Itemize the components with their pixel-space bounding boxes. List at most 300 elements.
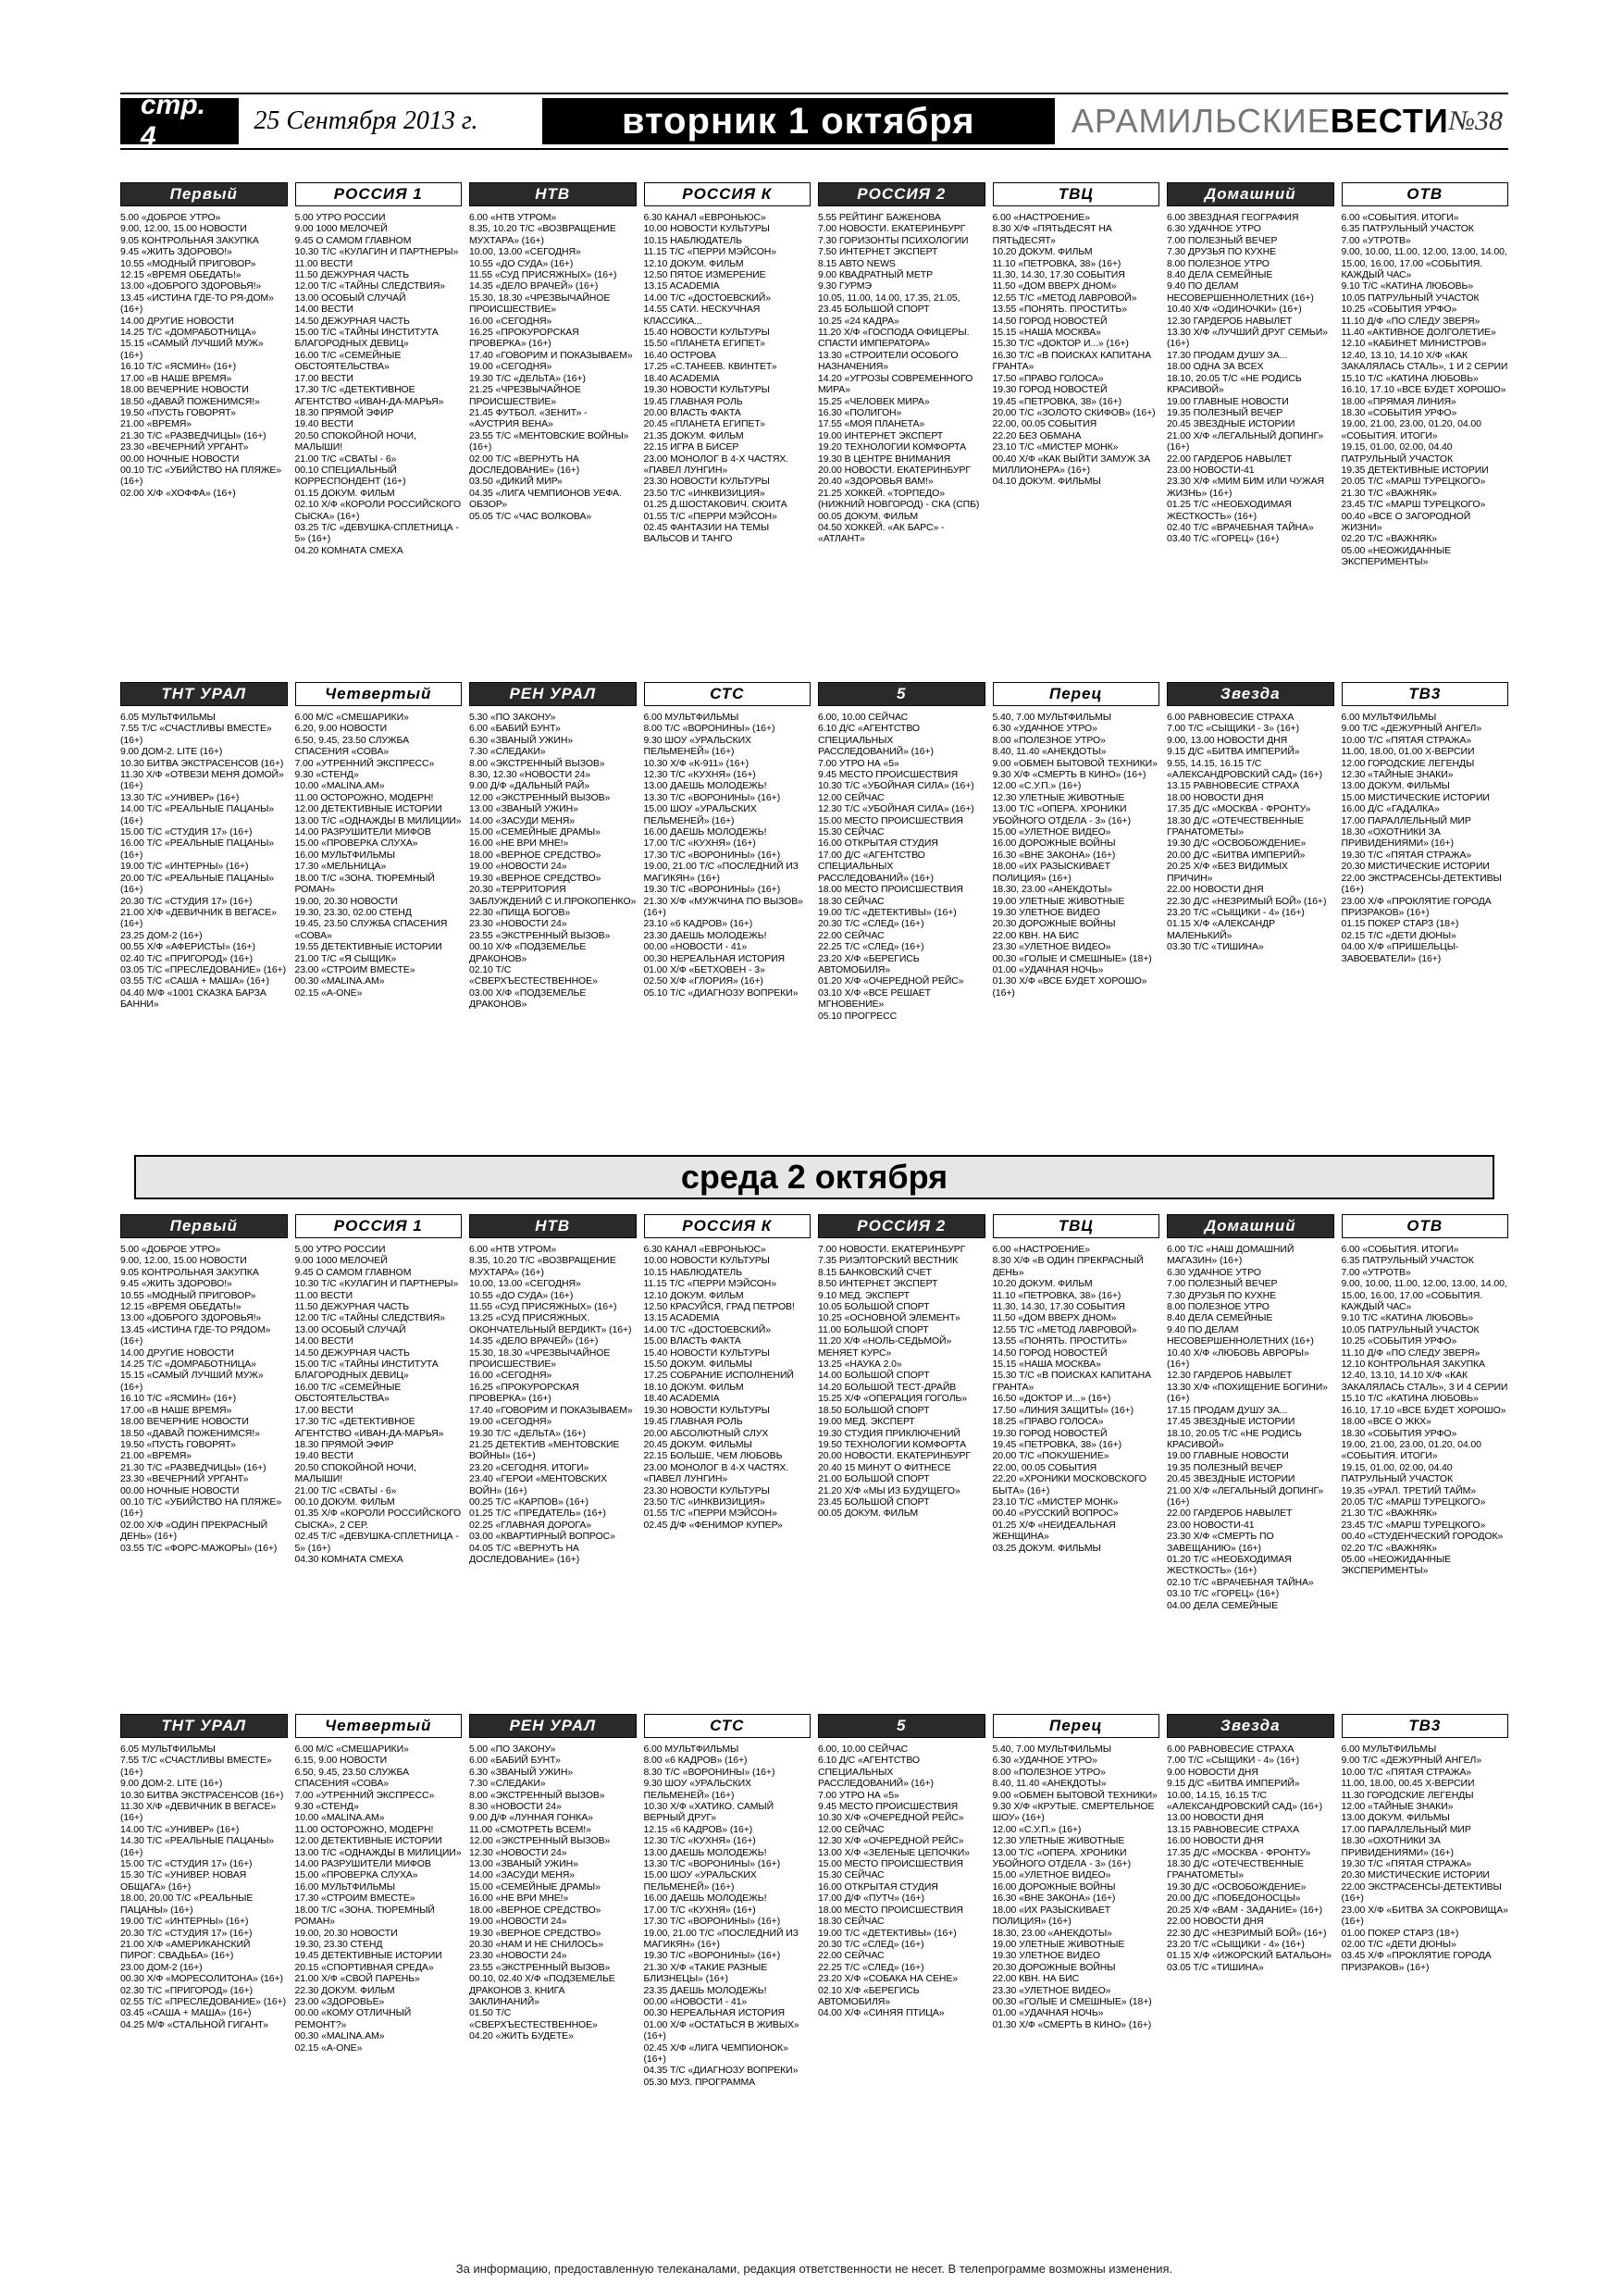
- program-entry: 16.50 «ДОКТОР И...» (16+): [992, 1393, 1111, 1405]
- program-entry: 6.50, 9.45, 23.50 СЛУЖБА СПАСЕНИЯ «СОВА»: [294, 734, 409, 758]
- program-entry: 22.00 ЭКСТРАСЕНСЫ-ДЕТЕКТИВЫ (16+): [1341, 872, 1502, 896]
- program-entry: 00.40 «СТУДЕНЧЕСКИЙ ГОРОДОК»: [1341, 1531, 1504, 1543]
- day1-title: вторник 1 октября: [542, 98, 1055, 144]
- program-entry: 23.55 «ЭКСТРЕННЫЙ ВЫЗОВ»: [469, 929, 611, 941]
- program-entry: 10.30 Т/С «КУЛАГИН И ПАРТНЕРЫ»: [294, 246, 459, 258]
- channel-column: [295, 1712, 463, 2258]
- channel-logo: Четвертый: [295, 1714, 463, 1738]
- program-entry: 05.30 МУЗ. ПРОГРАММА: [643, 2076, 756, 2088]
- program-entry: 13.00 «ДОБРОГО ЗДОРОВЬЯ!»: [120, 1312, 262, 1324]
- program-entry: 6.30 «УДАЧНОЕ УТРО»: [992, 723, 1097, 735]
- program-entry: 03.10 Т/С «ГОРЕЦ» (16+): [1167, 1588, 1280, 1600]
- program-entry: 23.30 «НОВОСТИ 24»: [469, 918, 567, 930]
- program-entry: 18.10, 20.05 Т/С «НЕ РОДИСЬ КРАСИВОЙ»: [1167, 1427, 1302, 1450]
- program-entry: 9.00 Т/С «ДЕЖУРНЫЙ АНГЕЛ»: [1341, 723, 1482, 735]
- program-entry: 19.50 «ПУСТЬ ГОВОРЯТ»: [120, 406, 236, 418]
- program-entry: 6.30 «ЗВАНЫЙ УЖИН»: [469, 734, 574, 746]
- program-entry: 19.35 ПОЛЕЗНЫЙ ВЕЧЕР: [1167, 406, 1283, 418]
- program-entry: 23.00 «ЗДОРОВЬЕ»: [294, 1995, 385, 2007]
- program-entry: 10.20 ДОКУМ. ФИЛЬМ: [992, 1278, 1093, 1290]
- program-entry: 02.15 «А-ONE»: [294, 2042, 363, 2054]
- program-entry: 17.00 Т/С «КУХНЯ» (16+): [643, 1904, 756, 1916]
- channel-column: [469, 680, 637, 1115]
- program-entry: 23.00 Х/Ф «БИТВА ЗА СОКРОВИЩА» (16+): [1341, 1904, 1508, 1928]
- program-entry: 9.10 МЕД. ЭКСПЕРТ: [818, 1289, 910, 1301]
- program-entry: 19.30 ГОРОД НОВОСТЕЙ: [992, 384, 1108, 396]
- program-entry: 21.00 Х/Ф «ЛЕГАЛЬНЫЙ ДОПИНГ» (16+): [1167, 1484, 1324, 1508]
- program-entry: 02.40 Т/С «ПРИГОРОД» (16+): [120, 952, 254, 964]
- program-entry: 05.05 Т/С «ЧАС ВОЛКОВА»: [469, 510, 592, 522]
- program-entry: 13.45 «ИСТИНА ГДЕ-ТО РЯДОМ» (16+): [120, 1323, 271, 1347]
- program-entry: 11.50 «ДОМ ВВЕРХ ДНОМ»: [992, 1312, 1117, 1324]
- program-entry: 19.00 «СЕГОДНЯ»: [469, 1416, 552, 1428]
- channel-logo: ТНТ УРАЛ: [120, 1714, 288, 1738]
- program-entry: 17.30 «МЕЛЬНИЦА»: [294, 861, 387, 873]
- program-entry: 13.30 Х/Ф «ЛУЧШИЙ ДРУГ СЕМЬИ» (16+): [1167, 327, 1328, 350]
- program-entry: 23.00 МОНОЛОГ В 4-Х ЧАСТЯХ. «ПАВЕЛ ЛУНГИН»: [643, 1461, 789, 1485]
- program-entry: 6.00 РАВНОВЕСИЕ СТРАХА: [1167, 1744, 1295, 1755]
- program-entry: 11.20 Х/Ф «ГОСПОДА ОФИЦЕРЫ. СПАСТИ ИМПЕРАТОРА»: [818, 327, 970, 350]
- program-entry: 23.20 Т/С «СЫЩИКИ - 4» (16+): [1167, 1938, 1305, 1950]
- channel-logo: Домашний: [1167, 1214, 1334, 1238]
- program-entry: 21.00 Х/Ф «СВОЙ ПАРЕНЬ»: [294, 1973, 420, 1985]
- program-entry: 18.30 «ОХОТНИКИ ЗА ПРИВИДЕНИЯМИ» (16+): [1341, 1835, 1454, 1858]
- program-entry: 21.00 БОЛЬШОЙ СПОРТ: [818, 1473, 930, 1485]
- program-entry: 05.00 «НЕОЖИДАННЫЕ ЭКСПЕРИМЕНТЫ»: [1341, 1553, 1452, 1577]
- program-entry: 18.25 «ПРАВО ГОЛОСА»: [992, 1416, 1104, 1428]
- program-entry: 13.30 Т/С «ВОРОНИНЫ» (16+): [643, 791, 781, 803]
- program-entry: 12.40, 13.10, 14.10 Х/Ф «КАК ЗАКАЛЯЛАСЬ СТАЛЬ», 1 И 2 СЕРИИ: [1341, 349, 1508, 373]
- newspaper-name: АРАМИЛЬСКИЕВЕСТИ: [1071, 102, 1449, 140]
- program-entry: 9.00 НОВОСТИ ДНЯ: [1167, 1766, 1258, 1778]
- program-entry: 15.30 Т/С «ДОКТОР И...» (16+): [992, 338, 1129, 350]
- channel-logo: Перец: [993, 682, 1160, 706]
- program-entry: 11.00, 18.00, 01.00 Х-ВЕРСИИ: [1341, 746, 1475, 758]
- channel-column: [295, 680, 463, 1115]
- program-entry: 19.00 Т/С «ДЕТЕКТИВЫ» (16+): [818, 1927, 957, 1939]
- program-entry: 14.00 Т/С «РЕАЛЬНЫЕ ПАЦАНЫ» (16+): [120, 803, 275, 826]
- program-entry: 16.10, 17.10 «ВСЕ БУДЕТ ХОРОШО»: [1341, 1404, 1506, 1416]
- program-entry: 10.05 БОЛЬШОЙ СПОРТ: [818, 1301, 930, 1313]
- program-entry: 19.45 «ПЕТРОВКА, 38» (16+): [992, 1438, 1122, 1450]
- program-entry: 12.00 «ЭКСТРЕННЫЙ ВЫЗОВ»: [469, 791, 611, 803]
- program-entry: 19.30 В ЦЕНТРЕ ВНИМАНИЯ: [818, 453, 951, 465]
- program-entry: 18.50 «ДАВАЙ ПОЖЕНИМСЯ!»: [120, 1427, 260, 1439]
- program-entry: 15.15 «НАША МОСКВА»: [992, 327, 1101, 339]
- program-entry: 10.05, 11.00, 14.00, 17.35, 21.05, 23.45 БОЛЬШОЙ СПОРТ: [818, 292, 960, 316]
- program-entry: 22.00 СЕЙЧАС: [818, 929, 885, 941]
- program-entry: 16.30 Т/С «В ПОИСКАХ КАПИТАНА ГРАНТА»: [992, 349, 1152, 373]
- program-entry: 6.00 «БАБИЙ БУНТ»: [469, 1755, 561, 1767]
- program-entry: 19.30 Т/С «ДЕЛЬТА» (16+): [469, 372, 586, 384]
- program-entry: 6.15, 9.00 НОВОСТИ: [294, 1755, 388, 1767]
- program-entry: 22.00 НОВОСТИ ДНЯ: [1167, 1916, 1264, 1928]
- channel-column: [469, 1212, 637, 1703]
- program-entry: 19.00 «СЕГОДНЯ»: [469, 361, 552, 373]
- program-entry: 10.30 Х/Ф «ХАТИКО. САМЫЙ ВЕРНЫЙ ДРУГ»: [643, 1801, 774, 1824]
- program-entry: 19.00, 21.00 Т/С «ПОСЛЕДНИЙ ИЗ МАГИКЯН» (16+): [643, 861, 799, 884]
- program-entry: 18.00 «ВЕРНОЕ СРЕДСТВО»: [469, 849, 601, 861]
- program-entry: 15.50 «ПЛАНЕТА ЕГИПЕТ»: [643, 338, 765, 350]
- program-entry: 15.00 Т/С «СТУДИЯ 17» (16+): [120, 826, 253, 838]
- program-entry: 9.00 Т/С «ДЕЖУРНЫЙ АНГЕЛ»: [1341, 1755, 1482, 1767]
- program-entry: 7.00 НОВОСТИ. ЕКАТЕРИНБУРГ: [818, 1244, 966, 1255]
- program-entry: 22.00 КВН. НА БИС: [992, 1973, 1080, 1985]
- program-entry: 00.30 Х/Ф «МОРЕСОЛИТОНА» (16+): [120, 1973, 283, 1985]
- program-entry: 20.50 СПОКОЙНОЙ НОЧИ, МАЛЫШИ!: [294, 429, 416, 453]
- program-entry: 19.35 ПОЛЕЗНЫЙ ВЕЧЕР: [1167, 1461, 1283, 1473]
- program-entry: 9.30 ГУРМЭ: [818, 280, 872, 292]
- program-entry: 6.00 «НТВ УТРОМ»: [469, 1244, 557, 1255]
- program-entry: 19.30 Д/С «ОСВОБОЖДЕНИЕ»: [1167, 1880, 1307, 1893]
- program-entry: 6.00 «БАБИЙ БУНТ»: [469, 723, 561, 735]
- program-entry: 10.55 «ДО СУДА» (16+): [469, 257, 574, 269]
- program-entry: 19.30 СТУДИЯ ПРИКЛЮЧЕНИЙ: [818, 1427, 960, 1439]
- program-entry: 20.00 Т/С «РЕАЛЬНЫЕ ПАЦАНЫ» (16+): [120, 872, 275, 896]
- program-entry: 16.00 ДАЕШЬ МОЛОДЕЖЬ!: [643, 826, 767, 838]
- program-entry: 19.50 «ПУСТЬ ГОВОРЯТ»: [120, 1438, 236, 1450]
- program-entry: 00.10 Т/С «УБИЙСТВО НА ПЛЯЖЕ» (16+): [120, 1496, 282, 1520]
- program-entry: 23.30 «НОВОСТИ 24»: [469, 1950, 567, 1962]
- program-entry: 7.00 УТРО НА «5»: [818, 1789, 899, 1801]
- program-entry: 23.30 Х/Ф «СМЕРТЬ ПО ЗАВЕЩАНИЮ» (16+): [1167, 1531, 1274, 1554]
- day2-title: среда 2 октября: [134, 1155, 1494, 1199]
- program-entry: 20.30 «НАМ И НЕ СНИЛОСЬ»: [469, 1938, 603, 1950]
- program-entry: 19.30 Д/С «ОСВОБОЖДЕНИЕ»: [1167, 838, 1307, 850]
- program-entry: 15.25 Х/Ф «ОПЕРАЦИЯ ГОГОЛЬ»: [818, 1393, 968, 1405]
- program-entry: 23.00 ДОМ-2 (16+): [120, 1961, 203, 1973]
- program-entry: 01.00 ПОКЕР СТАРЗ (18+): [1341, 1927, 1459, 1939]
- program-entry: 15.15 «САМЫЙ ЛУЧШИЙ МУЖ» (16+): [120, 1370, 264, 1393]
- program-entry: 02.40 Т/С «ВРАЧЕБНАЯ ТАЙНА»: [1167, 521, 1314, 533]
- program-entry: 22.00 ЭКСТРАСЕНСЫ-ДЕТЕКТИВЫ (16+): [1341, 1880, 1502, 1905]
- program-entry: 17.30 Т/С «ВОРОНИНЫ» (16+): [643, 849, 781, 861]
- program-entry: 13.00 Х/Ф «ЗЕЛЕНЫЕ ЦЕПОЧКИ»: [818, 1846, 970, 1858]
- program-entry: 8.40 ДЕЛА СЕМЕЙНЫЕ: [1167, 269, 1273, 281]
- program-entry: 15.00 ШОУ «УРАЛЬСКИХ ПЕЛЬМЕНЕЙ» (16+): [643, 1869, 757, 1893]
- program-entry: 00.55 Х/Ф «АФЕРИСТЫ» (16+): [120, 941, 255, 953]
- program-entry: 18.50 БОЛЬШОЙ СПОРТ: [818, 1404, 930, 1416]
- program-entry: 00.10 Х/Ф «ПОДЗЕМЕЛЬЕ ДРАКОНОВ»: [469, 941, 587, 964]
- program-entry: 23.20 «СЕГОДНЯ. ИТОГИ»: [469, 1461, 589, 1473]
- program-entry: 21.00 Х/Ф «ДЕВИЧНИК В ВЕГАСЕ» (16+): [120, 906, 277, 930]
- channel-logo: 5: [818, 682, 985, 706]
- channel-column: [120, 680, 288, 1115]
- program-entry: 19.00, 21.00, 23.00, 01.20, 04.00 «СОБЫТИЯ. ИТОГИ»: [1341, 418, 1481, 441]
- program-entry: 8.00 «ЭКСТРЕННЫЙ ВЫЗОВ»: [469, 1789, 605, 1801]
- program-entry: 7.00 НОВОСТИ. ЕКАТЕРИНБУРГ: [818, 223, 966, 235]
- program-entry: 12.10 «КАБИНЕТ МИНИСТРОВ»: [1341, 338, 1487, 350]
- program-entry: 9.45 МЕСТО ПРОИСШЕСТВИЯ: [818, 1801, 959, 1813]
- program-entry: 02.45 Х/Ф «ЛИГА ЧЕМПИОНОК» (16+): [643, 2042, 788, 2065]
- program-entry: 23.55 «ЭКСТРЕННЫЙ ВЫЗОВ»: [469, 1961, 611, 1973]
- channel-column: [469, 1712, 637, 2258]
- program-entry: 12.00 СЕЙЧАС: [818, 791, 885, 803]
- program-entry: 6.00 М/С «СМЕШАРИКИ»: [294, 712, 409, 723]
- program-entry: 05.10 ПРОГРЕСС: [818, 1010, 898, 1022]
- program-entry: 18.30 «ОХОТНИКИ ЗА ПРИВИДЕНИЯМИ» (16+): [1341, 826, 1454, 850]
- program-entry: 20.00 НОВОСТИ. ЕКАТЕРИНБУРГ: [818, 1450, 971, 1462]
- program-entry: 15.30 Т/С «УНИВЕР. НОВАЯ ОБЩАГА» (16+): [120, 1869, 247, 1893]
- program-entry: 20.30 «ТЕРРИТОРИЯ ЗАБЛУЖДЕНИЙ С И.ПРОКОПЕНКО»: [469, 884, 637, 907]
- program-entry: 6.00 ЗВЕЗДНАЯ ГЕОГРАФИЯ: [1167, 212, 1299, 223]
- program-entry: 10.55 «ДО СУДА» (16+): [469, 1289, 574, 1301]
- day2-row1: [120, 1212, 1508, 1703]
- program-entry: 16.00 ОТКРЫТАЯ СТУДИЯ: [818, 1880, 938, 1893]
- channel-logo: РОССИЯ 1: [295, 1214, 463, 1238]
- program-entry: 22.15 ИГРА В БИСЕР: [643, 441, 739, 453]
- program-entry: 14.00 Т/С «ДОСТОЕВСКИЙ»: [643, 292, 771, 304]
- program-entry: 18.00 МЕСТО ПРОИСШЕСТВИЯ: [818, 884, 963, 896]
- program-entry: 9.45 О САМОМ ГЛАВНОМ: [294, 1266, 412, 1278]
- program-entry: 19.00 ИНТЕРНЕТ ЭКСПЕРТ: [818, 429, 944, 441]
- program-entry: 5.00 «ДОБРОЕ УТРО»: [120, 212, 221, 223]
- program-entry: 22.00 ГАРДЕРОБ НАВЫЛЕТ: [1167, 453, 1293, 465]
- program-entry: 10.00, 14.15, 16.15 Т/С «АЛЕКСАНДРОВСКИЙ САД» (16+): [1167, 1789, 1322, 1813]
- program-entry: 12.40, 13.10, 14.10 Х/Ф «КАК ЗАКАЛЯЛАСЬ СТАЛЬ», 3 И 4 СЕРИИ: [1341, 1370, 1508, 1393]
- channel-column: [295, 180, 463, 671]
- program-entry: 6.35 ПАТРУЛЬНЫЙ УЧАСТОК: [1341, 1255, 1474, 1267]
- program-entry: 15.00 «УЛЕТНОЕ ВИДЕО»: [992, 826, 1111, 838]
- program-entry: 9.15 Д/С «БИТВА ИМПЕРИЙ»: [1167, 1778, 1300, 1790]
- program-entry: 22.15 БОЛЬШЕ, ЧЕМ ЛЮБОВЬ: [643, 1450, 783, 1462]
- program-entry: 9.10 Т/С «КАТИНА ЛЮБОВЬ»: [1341, 280, 1474, 292]
- channel-logo: РОССИЯ 2: [818, 1214, 985, 1238]
- program-entry: 15.30, 18.30 «ЧРЕЗВЫЧАЙНОЕ ПРОИСШЕСТВИЕ»: [469, 292, 611, 316]
- program-entry: 18.00 «ИХ РАЗЫСКИВАЕТ ПОЛИЦИЯ» (16+): [992, 1904, 1111, 1928]
- program-entry: 9.05 КОНТРОЛЬНАЯ ЗАКУПКА: [120, 1266, 259, 1278]
- program-entry: 20.30 Т/С «СТУДИЯ 17» (16+): [120, 1927, 253, 1939]
- program-entry: 18.30 СЕЙЧАС: [818, 895, 885, 907]
- program-entry: 00.00 «НОВОСТИ - 41»: [643, 1995, 748, 2007]
- program-entry: 02.15 «А-ONE»: [294, 987, 363, 999]
- program-entry: 18.30 «СОБЫТИЯ УРФО»: [1341, 1427, 1457, 1439]
- program-entry: 10.00, 13.00 «СЕГОДНЯ»: [469, 1278, 581, 1290]
- program-entry: 19.15, 01.00, 02.00, 04.40 ПАТРУЛЬНЫЙ УЧАСТОК: [1341, 1461, 1453, 1485]
- program-entry: 8.30 Х/Ф «В ОДИН ПРЕКРАСНЫЙ ДЕНЬ»: [992, 1255, 1144, 1278]
- program-entry: 8.00 «ПОЛЕЗНОЕ УТРО»: [992, 1766, 1106, 1778]
- program-entry: 17.40 «ГОВОРИМ И ПОКАЗЫВАЕМ»: [469, 1404, 633, 1416]
- program-entry: 14.50 ГОРОД НОВОСТЕЙ: [992, 1347, 1108, 1359]
- program-entry: 10.15 НАБЛЮДАТЕЛЬ: [643, 1266, 742, 1278]
- program-entry: 8.30 Х/Ф «ПЯТЬДЕСЯТ НА ПЯТЬДЕСЯТ»: [992, 223, 1112, 246]
- program-entry: 10.30 БИТВА ЭКСТРАСЕНСОВ (16+): [120, 1789, 284, 1801]
- program-entry: 03.25 ДОКУМ. ФИЛЬМЫ: [992, 1542, 1101, 1554]
- program-entry: 7.00 «УТРОТВ»: [1341, 1266, 1411, 1278]
- footer-note: За информацию, предоставленную телеканалами, редакция ответственности не несет. В телепрограмме возможны изменения.: [455, 2262, 1173, 2276]
- program-entry: 23.30 «УЛЕТНОЕ ВИДЕО»: [992, 941, 1111, 953]
- program-entry: 00.30 «MALINA.AM»: [294, 2030, 385, 2042]
- program-entry: 16.30 «ВНЕ ЗАКОНА» (16+): [992, 849, 1116, 861]
- program-entry: 11.30, 14.30, 17.30 СОБЫТИЯ: [992, 1301, 1125, 1313]
- program-entry: 9.00, 10.00, 11.00, 12.00, 13.00, 14.00, 15.00, 16.00, 17.00 «СОБЫТИЯ. КАЖДЫЙ ЧАС»: [1341, 246, 1507, 281]
- program-entry: 02.45 Д/Ф «ФЕНИМОР КУПЕР»: [643, 1519, 783, 1531]
- program-entry: 11.50 ДЕЖУРНАЯ ЧАСТЬ: [294, 1301, 410, 1313]
- program-entry: 17.00 «В НАШЕ ВРЕМЯ»: [120, 1404, 232, 1416]
- program-entry: 20.00 АБСОЛЮТНЫЙ СЛУХ: [643, 1427, 769, 1439]
- program-entry: 04.40 М/Ф «1001 СКАЗКА БАРЗА БАННИ»: [120, 987, 266, 1011]
- program-entry: 20.05 Т/С «МАРШ ТУРЕЦКОГО»: [1341, 476, 1486, 488]
- program-entry: 13.25 «СУД ПРИСЯЖНЫХ. ОКОНЧАТЕЛЬНЫЙ ВЕРДИКТ» (16+): [469, 1312, 632, 1335]
- issue-number: №38: [1448, 105, 1503, 136]
- program-entry: 12.30 Т/С «УБОЙНАЯ СИЛА» (16+): [818, 803, 974, 815]
- program-entry: 13.45 «ИСТИНА ГДЕ-ТО РЯ-ДОМ» (16+): [120, 292, 274, 316]
- program-entry: 22.30 «ПИЩА БОГОВ»: [469, 906, 571, 918]
- program-entry: 20.00 Т/С «ПОКУШЕНИЕ»: [992, 1450, 1109, 1462]
- program-entry: 20.00 Д/С «БИТВА ИМПЕРИЙ»: [1167, 849, 1306, 861]
- program-entry: 01.55 Т/С «ПЕРРИ МЭЙСОН»: [643, 510, 777, 522]
- program-entry: 04.00 Х/Ф «СИНЯЯ ПТИЦА»: [818, 2007, 945, 2019]
- program-entry: 18.30 Д/С «ОТЕЧЕСТВЕННЫЕ ГРАНАТОМЕТЫ»: [1167, 1858, 1304, 1881]
- program-entry: 01.55 Т/С «ПЕРРИ МЭЙСОН»: [643, 1508, 777, 1520]
- program-entry: 13.25 «НАУКА 2.0»: [818, 1359, 902, 1371]
- program-entry: 11.30 Х/Ф «ОТВЕЗИ МЕНЯ ДОМОЙ» (16+): [120, 769, 284, 792]
- program-entry: 20.30 ДОРОЖНЫЕ ВОЙНЫ: [992, 1961, 1116, 1973]
- program-entry: 14.00 Т/С «ДОСТОЕВСКИЙ»: [643, 1323, 771, 1335]
- program-entry: 17.25 СОБРАНИЕ ИСПОЛНЕНИЙ: [643, 1370, 794, 1382]
- program-entry: 22.00, 00.05 СОБЫТИЯ: [992, 418, 1097, 430]
- program-entry: 10.05 ПАТРУЛЬНЫЙ УЧАСТОК: [1341, 292, 1480, 304]
- channel-column: [120, 1212, 288, 1703]
- program-entry: 10.25 «СОБЫТИЯ УРФО»: [1341, 304, 1457, 316]
- channel-column: [644, 680, 812, 1115]
- program-entry: 19.00 Т/С «ДЕТЕКТИВЫ» (16+): [818, 906, 957, 918]
- channel-logo: ТВЦ: [993, 182, 1160, 206]
- program-entry: 7.50 ИНТЕРНЕТ ЭКСПЕРТ: [818, 246, 938, 258]
- program-entry: 21.30 Т/С «ВАЖНЯК»: [1341, 487, 1438, 499]
- program-entry: 15.40 НОВОСТИ КУЛЬТУРЫ: [643, 1347, 770, 1359]
- program-entry: 01.00 Х/Ф «БЕТХОВЕН - 3»: [643, 963, 765, 975]
- program-entry: 6.00 МУЛЬТФИЛЬМЫ: [643, 712, 739, 723]
- program-entry: 23.10 «6 КАДРОВ» (16+): [643, 918, 753, 930]
- program-entry: 9.40 ПО ДЕЛАМ НЕСОВЕРШЕННОЛЕТНИХ (16+): [1167, 280, 1314, 304]
- program-entry: 21.20 Х/Ф «МЫ ИЗ БУДУЩЕГО»: [818, 1484, 960, 1496]
- program-entry: 20.30 Т/С «СТУДИЯ 17» (16+): [120, 895, 253, 907]
- program-entry: 12.55 Т/С «МЕТОД ЛАВРОВОЙ»: [992, 292, 1137, 304]
- program-entry: 18.10, 20.05 Т/С «НЕ РОДИСЬ КРАСИВОЙ»: [1167, 372, 1302, 396]
- program-entry: 18.00 НОВОСТИ ДНЯ: [1167, 791, 1264, 803]
- program-entry: 11.10 Д/Ф «ПО СЛЕДУ ЗВЕРЯ»: [1341, 315, 1481, 327]
- program-entry: 15.00 ШОУ «УРАЛЬСКИХ ПЕЛЬМЕНЕЙ» (16+): [643, 803, 757, 826]
- program-entry: 22.30 Д/С «НЕЗРИМЫЙ БОЙ» (16+): [1167, 1927, 1327, 1939]
- program-entry: 5.00 УТРО РОССИИ: [294, 212, 386, 223]
- program-entry: 9.00 1000 МЕЛОЧЕЙ: [294, 1255, 388, 1267]
- program-entry: 12.30 ГАРДЕРОБ НАВЫЛЕТ: [1167, 1370, 1293, 1382]
- program-entry: 05.10 Т/С «ДИАГНОЗУ ВОПРЕКИ»: [643, 987, 799, 999]
- program-entry: 8.40, 11.40 «АНЕКДОТЫ»: [992, 1778, 1107, 1790]
- channel-logo: РЕН УРАЛ: [469, 1714, 637, 1738]
- program-entry: 12.10 ДОКУМ. ФИЛЬМ: [643, 1289, 744, 1301]
- program-entry: 11.00 ВЕСТИ: [294, 1289, 353, 1301]
- program-entry: 9.15 Д/С «БИТВА ИМПЕРИЙ»: [1167, 746, 1300, 758]
- program-entry: 17.00 Д/Ф «ПУТЧ» (16+): [818, 1893, 924, 1905]
- program-entry: 23.00 «СТРОИМ ВМЕСТЕ»: [294, 963, 415, 975]
- program-entry: 10.00 «MALINA.AM»: [294, 780, 385, 792]
- program-entry: 16.00 ДОРОЖНЫЕ ВОЙНЫ: [992, 838, 1116, 850]
- program-entry: 23.50 Т/С «ИНКВИЗИЦИЯ»: [643, 487, 765, 499]
- program-entry: 01.00 Х/Ф «ОСТАТЬСЯ В ЖИВЫХ» (16+): [643, 2018, 799, 2042]
- program-entry: 04.20 «ЖИТЬ БУДЕТЕ»: [469, 2030, 574, 2042]
- program-entry: 23.40 «ГЕРОИ «МЕНТОВСКИХ ВОЙН» (16+): [469, 1473, 607, 1496]
- program-entry: 12.00 Т/С «ТАЙНЫ СЛЕДСТВИЯ»: [294, 1312, 445, 1324]
- program-entry: 00.30 НЕРЕАЛЬНАЯ ИСТОРИЯ: [643, 952, 786, 964]
- program-entry: 18.30, 23.00 «АНЕКДОТЫ»: [992, 1927, 1112, 1939]
- program-entry: 19.15, 01.00, 02.00, 04.40 ПАТРУЛЬНЫЙ УЧАСТОК: [1341, 441, 1453, 465]
- program-entry: 17.15 ПРОДАМ ДУШУ ЗА...: [1167, 1404, 1288, 1416]
- program-entry: 20.45 ЗВЕЗДНЫЕ ИСТОРИИ: [1167, 418, 1295, 430]
- program-entry: 19.30 ГОРОД НОВОСТЕЙ: [992, 1427, 1108, 1439]
- program-entry: 14.35 «ДЕЛО ВРАЧЕЙ» (16+): [469, 1335, 599, 1347]
- program-entry: 11.20 Х/Ф «НОЛЬ-СЕДЬМОЙ» МЕНЯЕТ КУРС»: [818, 1335, 952, 1359]
- program-entry: 6.00, 10.00 СЕЙЧАС: [818, 712, 909, 723]
- program-entry: 16.10 Т/С «ЯСМИН» (16+): [120, 361, 237, 373]
- program-entry: 17.45 ЗВЕЗДНЫЕ ИСТОРИИ: [1167, 1416, 1295, 1428]
- program-entry: 19.00 МЕД. ЭКСПЕРТ: [818, 1416, 915, 1428]
- program-entry: 15.15 «НАША МОСКВА»: [992, 1359, 1101, 1371]
- program-entry: 23.10 Т/С «МИСТЕР МОНК»: [992, 441, 1119, 453]
- program-entry: 14.00 Т/С «УНИВЕР» (16+): [120, 1823, 240, 1835]
- channel-logo: ТНТ УРАЛ: [120, 682, 288, 706]
- program-entry: 6.00 «СОБЫТИЯ. ИТОГИ»: [1341, 212, 1459, 223]
- program-entry: 02.20 Т/С «ВАЖНЯК»: [1341, 533, 1438, 545]
- program-entry: 19.00 Т/С «ИНТЕРНЫ» (16+): [120, 1916, 249, 1928]
- program-entry: 00.10 СПЕЦИАЛЬНЫЙ КОРРЕСПОНДЕНТ (16+): [294, 464, 406, 488]
- program-entry: 7.30 ДРУЗЬЯ ПО КУХНЕ: [1167, 246, 1277, 258]
- program-entry: 15.30, 18.30 «ЧРЕЗВЫЧАЙНОЕ ПРОИСШЕСТВИЕ»: [469, 1347, 611, 1371]
- channel-logo: СТС: [644, 1714, 812, 1738]
- program-entry: 22.30 ДОКУМ. ФИЛЬМ: [294, 1984, 395, 1996]
- program-entry: 12.00 «С.У.П.» (16+): [992, 1823, 1082, 1835]
- program-entry: 20.30 ДОРОЖНЫЕ ВОЙНЫ: [992, 918, 1116, 930]
- program-entry: 14.50 ДЕЖУРНАЯ ЧАСТЬ: [294, 315, 410, 327]
- program-entry: 17.30 Т/С «ДЕТЕКТИВНОЕ АГЕНТСТВО «ИВАН-ДА-МАРЬЯ»: [294, 1416, 444, 1439]
- program-entry: 8.40 ДЕЛА СЕМЕЙНЫЕ: [1167, 1312, 1273, 1324]
- program-entry: 23.50 Т/С «ИНКВИЗИЦИЯ»: [643, 1496, 765, 1508]
- program-entry: 15.00 «СЕМЕЙНЫЕ ДРАМЫ»: [469, 826, 601, 838]
- program-entry: 10.25 «24 КАДРА»: [818, 315, 899, 327]
- program-entry: 21.00 «ВРЕМЯ»: [120, 1450, 192, 1462]
- program-entry: 19.00 ГЛАВНЫЕ НОВОСТИ: [1167, 1450, 1289, 1462]
- channel-logo: ТВЦ: [993, 1214, 1160, 1238]
- program-entry: 20.25 Х/Ф «ВАМ - ЗАДАНИЕ» (16+): [1167, 1904, 1322, 1916]
- program-entry: 20.05 Т/С «МАРШ ТУРЕЦКОГО»: [1341, 1496, 1486, 1508]
- program-entry: 10.30 Т/С «УБОЙНАЯ СИЛА» (16+): [818, 780, 974, 792]
- day1-row2: [120, 680, 1508, 1115]
- program-entry: 18.00 Т/С «ЗОНА. ТЮРЕМНЫЙ РОМАН»: [294, 872, 435, 896]
- program-entry: 00.40 «РУССКИЙ ВОПРОС»: [992, 1508, 1119, 1520]
- program-entry: 20.40 «ЗДОРОВЬЯ ВАМ!»: [818, 476, 934, 488]
- program-entry: 10.15 НАБЛЮДАТЕЛЬ: [643, 234, 742, 246]
- program-entry: 10.20 ДОКУМ. ФИЛЬМ: [992, 246, 1093, 258]
- program-entry: 14.50 ГОРОД НОВОСТЕЙ: [992, 315, 1108, 327]
- program-entry: 04.00 ДЕЛА СЕМЕЙНЫЕ: [1167, 1599, 1278, 1611]
- program-entry: 15.00 МЕСТО ПРОИСШЕСТВИЯ: [818, 814, 963, 826]
- program-entry: 15.10 Т/С «КАТИНА ЛЮБОВЬ»: [1341, 1393, 1479, 1405]
- channel-column: [295, 1212, 463, 1703]
- program-entry: 6.30 УДАЧНОЕ УТРО: [1167, 223, 1261, 235]
- program-entry: 11.00, 18.00, 00.45 Х-ВЕРСИИ: [1341, 1778, 1475, 1790]
- program-entry: 18.30 Д/С «ОТЕЧЕСТВЕННЫЕ ГРАНАТОМЕТЫ»: [1167, 814, 1304, 838]
- program-entry: 7.00 Т/С «СЫЩИКИ - 3» (16+): [1167, 723, 1299, 735]
- program-entry: 9.00, 10.00, 11.00, 12.00, 13.00, 14.00, 15.00, 16.00, 17.00 «СОБЫТИЯ. КАЖДЫЙ ЧАС»: [1341, 1278, 1507, 1313]
- program-entry: 01.00 «УДАЧНАЯ НОЧЬ»: [992, 2007, 1104, 2019]
- channel-column: [818, 680, 985, 1115]
- channel-column: [993, 1712, 1160, 2258]
- program-entry: 10.00 Т/С «ПЯТАЯ СТРАЖА»: [1341, 734, 1472, 746]
- program-entry: 01.20 Т/С «НЕОБХОДИМАЯ ЖЕСТКОСТЬ» (16+): [1167, 1553, 1292, 1577]
- program-entry: 12.30 Т/С «КУХНЯ» (16+): [643, 769, 756, 781]
- program-entry: 8.00 ПОЛЕЗНОЕ УТРО: [1167, 1301, 1270, 1313]
